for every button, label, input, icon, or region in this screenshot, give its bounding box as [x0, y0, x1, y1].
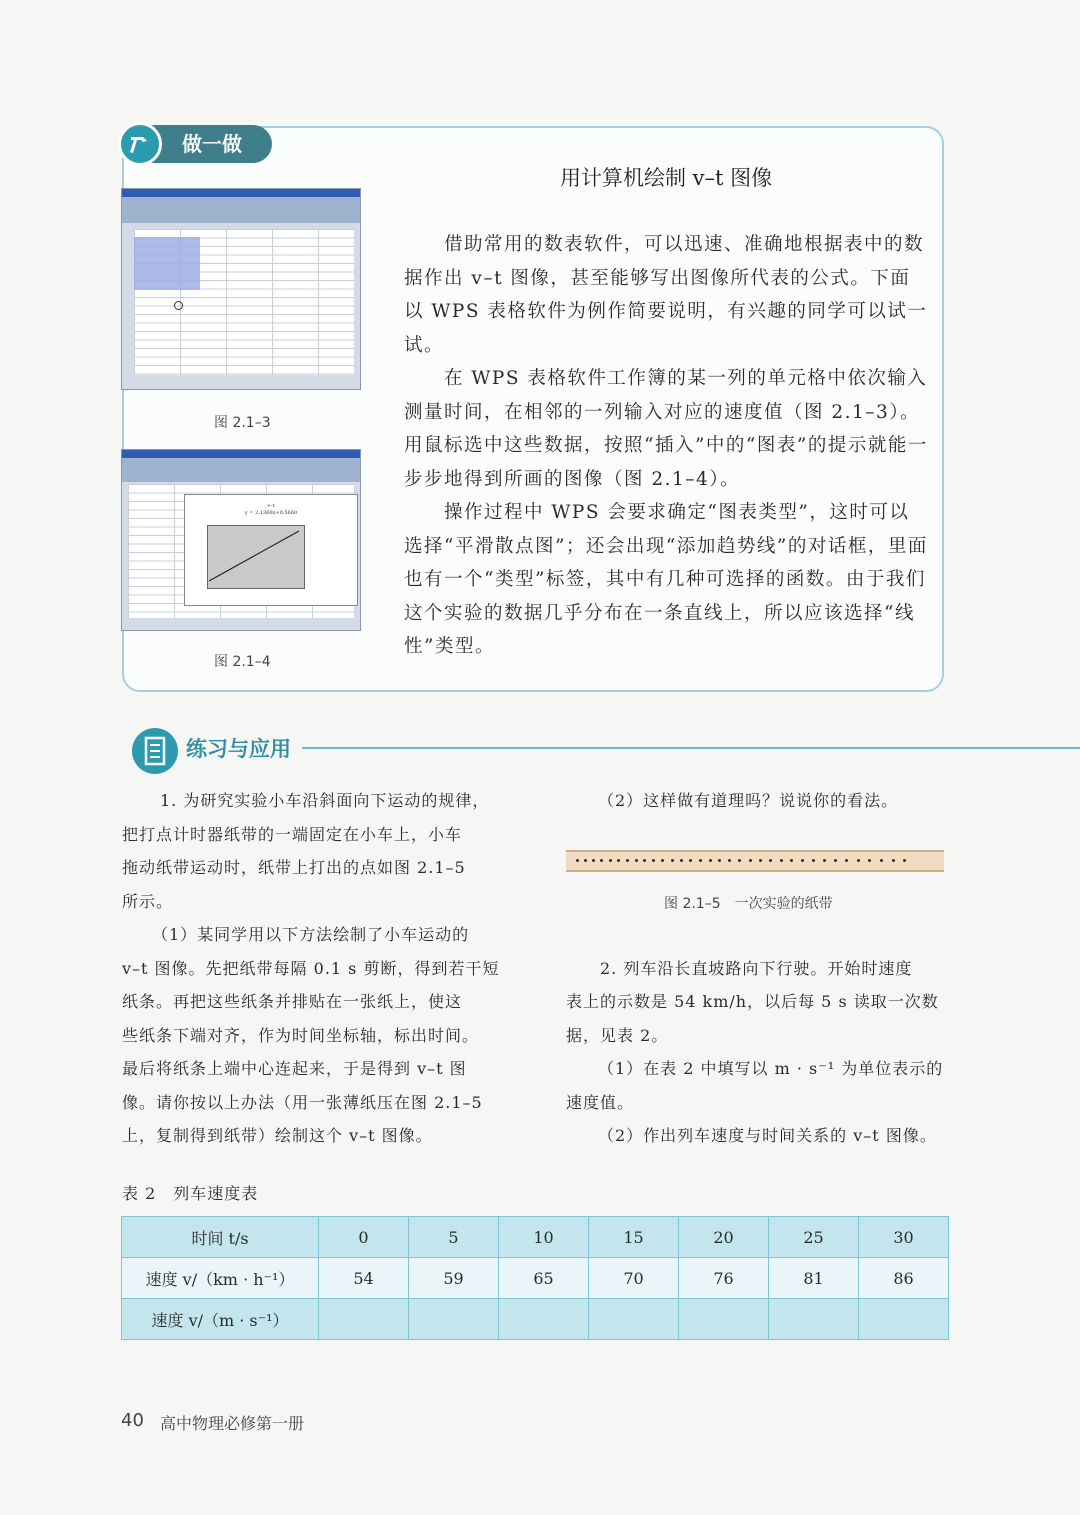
spreadsheet-figure [121, 188, 361, 390]
tape-dot [812, 859, 815, 862]
tape-dot [738, 859, 741, 862]
q1-line: v–t 图像。先把纸带每隔 0.1 s 剪断，得到若干短 [122, 959, 500, 978]
tape-dot [801, 859, 804, 862]
table-cell: 86 [859, 1258, 949, 1299]
q2-line: （2）作出列车速度与时间关系的 v–t 图像。 [598, 1126, 937, 1145]
tape-dot [868, 859, 871, 862]
activity-badge-label: 做一做 [182, 132, 242, 156]
tape-dot [584, 859, 587, 862]
tape-dot [790, 859, 793, 862]
notebook-icon [132, 728, 178, 774]
table-cell-empty[interactable] [679, 1299, 769, 1340]
hammer-icon [118, 122, 162, 166]
q1-line: 拖动纸带运动时，纸带上打出的点如图 2.1–5 [122, 858, 466, 877]
q2-line: 2. 列车沿长直坡路向下行驶。开始时速度 [600, 959, 913, 978]
q1-part2: （2）这样做有道理吗？说说你的看法。 [598, 791, 899, 810]
table-header-time: 时间 t/s [122, 1217, 319, 1258]
figure-2-1-3-caption: 图 2.1–3 [214, 415, 271, 431]
tape-dot [749, 859, 752, 862]
tape-dot [780, 859, 783, 862]
tape-dot [759, 859, 762, 862]
table-row [122, 1299, 949, 1340]
q1-line: 上，复制得到纸带）绘制这个 v–t 图像。 [122, 1126, 433, 1145]
practice-title: 练习与应用 [186, 737, 291, 761]
tape-dot [834, 859, 837, 862]
tape-dot [576, 859, 579, 862]
q2-line: 速度值。 [566, 1093, 635, 1112]
activity-title: 用计算机绘制 v–t 图像 [560, 166, 773, 190]
chart-title: v–t [267, 503, 275, 509]
page-number: 40 [121, 1410, 144, 1431]
tape-dot [600, 859, 603, 862]
tape-dot [709, 859, 712, 862]
figure-2-1-4-caption: 图 2.1–4 [214, 654, 271, 670]
q2-line: （1）在表 2 中填写以 m · s⁻¹ 为单位表示的 [598, 1059, 944, 1078]
tape-dot [671, 859, 674, 862]
table-cell: 25 [769, 1217, 859, 1258]
table-cell: 0 [319, 1217, 409, 1258]
table-cell: 5 [409, 1217, 499, 1258]
tape-dot [643, 859, 646, 862]
q1-line: 1. 为研究实验小车沿斜面向下运动的规律， [160, 791, 490, 810]
tape-dot [880, 859, 883, 862]
table-cell: 76 [679, 1258, 769, 1299]
tape-dot [718, 859, 721, 862]
table-cell: 30 [859, 1217, 949, 1258]
table-caption: 表 2 列车速度表 [122, 1184, 259, 1203]
table-cell: 20 [679, 1217, 769, 1258]
q1-line: 把打点计时器纸带的一端固定在小车上，小车 [122, 825, 463, 844]
tape-dot [626, 859, 629, 862]
q1-line: 些纸条下端对齐，作为时间坐标轴，标出时间。 [122, 1026, 480, 1045]
figure-2-1-5-caption: 图 2.1–5 一次实验的纸带 [664, 896, 833, 912]
table-cell: 70 [589, 1258, 679, 1299]
table-cell: 54 [319, 1258, 409, 1299]
q1-line: 最后将纸条上端中心连起来，于是得到 v–t 图 [122, 1059, 467, 1078]
tape-dot [845, 859, 848, 862]
q1-line: （1）某同学用以下方法绘制了小车运动的 [152, 925, 470, 944]
table-row [122, 1217, 949, 1258]
activity-paragraph-3: 操作过程中 WPS 会要求确定“图表类型”，这时可以选择“平滑散点图”；还会出现“添加趋势线”的对话框，里面也有一个“类型”标签，其中有几种可选择的函数。由于我们这个实验的数据几乎分布在一条直线上，所以应该选择“线性”类型。 [404, 502, 928, 657]
tape-dot [903, 859, 906, 862]
q1-line: 所示。 [122, 892, 174, 911]
table-cell: 10 [499, 1217, 589, 1258]
table-cell: 81 [769, 1258, 859, 1299]
table-row [122, 1258, 949, 1299]
tape-dot [728, 859, 731, 862]
chart-equation: y = 2.1360x+0.5660 [244, 510, 298, 516]
speed-table [121, 1216, 949, 1340]
activity-paragraph-1: 借助常用的数表软件，可以迅速、准确地根据表中的数据作出 v–t 图像，甚至能够写出图像所代表的公式。下面以 WPS 表格软件为例作简要说明，有兴趣的同学可以试一试。 [404, 234, 928, 356]
tape-dot [699, 859, 702, 862]
q1-line: 像。请你按以上办法（用一张薄纸压在图 2.1–5 [122, 1093, 483, 1112]
ticker-tape [566, 850, 944, 872]
table-cell-empty[interactable] [409, 1299, 499, 1340]
activity-paragraph-2: 在 WPS 表格软件工作簿的某一列的单元格中依次输入测量时间，在相邻的一列输入对应的速度值（图 2.1–3）。用鼠标选中这些数据，按照“插入”中的“图表”的提示就能一步步地得到所画的图像（图 2.1–4）。 [404, 368, 928, 490]
table-cell-empty[interactable] [859, 1299, 949, 1340]
q2-line: 表上的示数是 54 km/h，以后每 5 s 读取一次数 [566, 992, 939, 1011]
tape-dot [689, 859, 692, 862]
table-cell-empty[interactable] [769, 1299, 859, 1340]
practice-divider [302, 747, 1080, 749]
tape-dot [652, 859, 655, 862]
table-cell-empty[interactable] [319, 1299, 409, 1340]
table-cell: 65 [499, 1258, 589, 1299]
table-header-speed-kmh: 速度 v/（km · h⁻¹） [122, 1258, 319, 1299]
tape-dot [769, 859, 772, 862]
tape-dot [609, 859, 612, 862]
table-header-speed-ms: 速度 v/（m · s⁻¹） [122, 1299, 319, 1340]
tape-dot [661, 859, 664, 862]
table-cell-empty[interactable] [589, 1299, 679, 1340]
table-cell: 15 [589, 1217, 679, 1258]
tape-dot [635, 859, 638, 862]
tape-dot [857, 859, 860, 862]
book-title: 高中物理必修第一册 [160, 1414, 305, 1433]
tape-dot [617, 859, 620, 862]
q2-line: 据，见表 2。 [566, 1026, 669, 1045]
trend-line [207, 525, 303, 587]
tape-dot [680, 859, 683, 862]
tape-dot [892, 859, 895, 862]
tape-dot [823, 859, 826, 862]
q1-line: 纸条。再把这些纸条并排贴在一张纸上，使这 [122, 992, 463, 1011]
table-cell-empty[interactable] [499, 1299, 589, 1340]
tape-dot [592, 859, 595, 862]
table-cell: 59 [409, 1258, 499, 1299]
spreadsheet-chart-figure [121, 449, 361, 631]
